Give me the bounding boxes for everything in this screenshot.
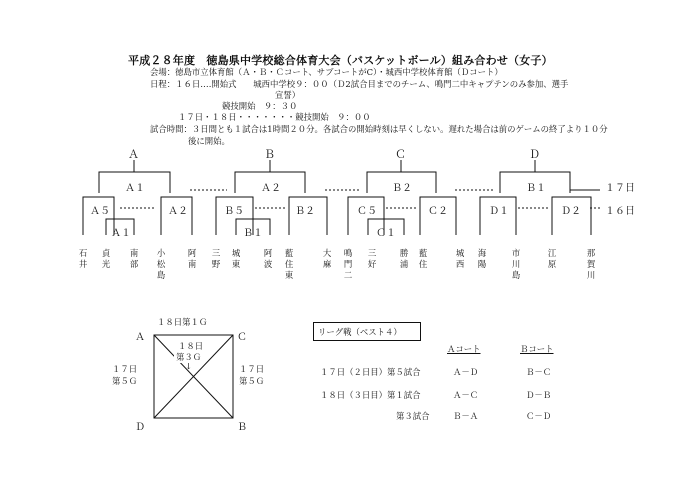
team-mino: 三野 bbox=[211, 248, 221, 269]
league-row-2-a: Ａ－Ｃ bbox=[453, 390, 479, 400]
seed-c1-small: Ｃ１ bbox=[376, 228, 396, 239]
seed-b1-small: Ｂ１ bbox=[243, 228, 263, 239]
seed-a5: Ａ５ bbox=[90, 206, 110, 217]
league-row-1-b: Ｂ－Ｃ bbox=[526, 367, 552, 377]
team-oasa: 大麻 bbox=[322, 248, 332, 269]
league-title: リーグ戦（ベスト４） bbox=[318, 327, 402, 337]
seed-b2-r: Ｂ２ bbox=[295, 206, 315, 217]
seed-a1: Ａ１ bbox=[125, 183, 145, 194]
team-nanbu: 南部 bbox=[129, 248, 139, 269]
diagram-top-label: １８日第１Ｇ bbox=[157, 317, 208, 327]
team-nakagawa: 那賀川 bbox=[586, 248, 596, 280]
block-a-label: Ａ bbox=[128, 148, 139, 161]
diagram-a: Ａ bbox=[135, 332, 145, 343]
seed-b5: Ｂ５ bbox=[224, 206, 244, 217]
team-naruto-ni: 鳴門二 bbox=[343, 248, 353, 280]
block-d-label: Ｄ bbox=[529, 148, 540, 161]
league-row-1-a: Ａ－Ｄ bbox=[453, 367, 479, 377]
league-row-2-b: Ｄ－Ｂ bbox=[526, 390, 552, 400]
page-title: 平成２８年度 徳島県中学校総合体育大会（バスケットボール）組み合わせ（女子） bbox=[128, 54, 553, 67]
seed-a2: Ａ２ bbox=[261, 183, 281, 194]
team-ishii: 石井 bbox=[78, 248, 88, 269]
diagram-c: Ｃ bbox=[237, 332, 247, 343]
team-kaiyo: 海陽 bbox=[477, 248, 487, 269]
league-row-2-day: １８日（３日目）第１試合 bbox=[320, 390, 421, 400]
day-16-label: １６日 bbox=[605, 206, 635, 217]
team-aizumi: 藍住 bbox=[418, 248, 428, 269]
match-time-cont: 後に開始。 bbox=[188, 136, 230, 146]
seed-c2: Ｃ２ bbox=[428, 206, 448, 217]
block-b-label: Ｂ bbox=[264, 148, 275, 161]
team-josai: 城西 bbox=[455, 248, 465, 269]
schedule-text: 日程：１６日‥‥開始式 城西中学校９：００（Ｄ2試合目までのチーム、鳴門二中キャプテンのみ参加、選手 bbox=[150, 79, 569, 89]
team-miyoshi: 三好 bbox=[367, 248, 377, 269]
seed-d1: Ｄ１ bbox=[489, 206, 509, 217]
league-row-3-b: Ｃ－Ｄ bbox=[526, 411, 552, 421]
diagram-center-2: 第３Ｇ bbox=[176, 352, 202, 362]
seed-c5: Ｃ５ bbox=[357, 206, 377, 217]
seed-a1-small: Ａ１ bbox=[111, 228, 131, 239]
diagram-left-2: 第５Ｇ bbox=[112, 376, 138, 386]
team-awa: 阿波 bbox=[263, 248, 273, 269]
start-time-1: 競技開始 ９：３０ bbox=[222, 101, 298, 111]
team-komatsushima: 小松島 bbox=[156, 248, 166, 280]
team-ebara: 江原 bbox=[547, 248, 557, 269]
team-sadamitsu: 貞光 bbox=[101, 248, 111, 269]
diagram-left-1: １７日 bbox=[112, 364, 138, 374]
schedule-cont-text: 宣誓） bbox=[275, 90, 301, 100]
venue-text: 会場：徳島市立体育館（Ａ・Ｂ・Ｃコート、サブコートがC）・城西中学校体育館（Ｄコート） bbox=[150, 67, 503, 77]
diagram-arrow: ↓ bbox=[185, 361, 193, 371]
team-anan: 阿南 bbox=[187, 248, 197, 269]
match-time-text: 試合時間：３日間とも１試合は1時間２０分。各試合の開始時刻は早くしない。遅れた場合は前のゲームの終了より１０分 bbox=[150, 124, 608, 134]
start-time-2: １７日・１８日・・・・・・・競技開始 ９：００ bbox=[178, 112, 371, 122]
diagram-b: Ｂ bbox=[237, 422, 247, 433]
day-17-label: １７日 bbox=[605, 183, 635, 194]
seed-d2: Ｄ２ bbox=[561, 206, 581, 217]
team-ichikawashima: 市川島 bbox=[511, 248, 521, 280]
seed-b1: Ｂ１ bbox=[526, 183, 546, 194]
team-katsuura: 勝浦 bbox=[399, 248, 409, 269]
diagram-center-1: １８日 bbox=[178, 341, 204, 351]
league-row-1-day: １７日（２日目）第５試合 bbox=[320, 367, 421, 377]
a-court-header: Ａコート bbox=[447, 344, 481, 354]
team-joto: 城東 bbox=[231, 248, 241, 269]
seed-b2: Ｂ２ bbox=[392, 183, 412, 194]
team-aizumi-higashi: 藍住東 bbox=[284, 248, 294, 280]
diagram-right-1: １７日 bbox=[239, 364, 265, 374]
league-row-3-day: 第３試合 bbox=[396, 411, 430, 421]
b-court-header: Ｂコート bbox=[520, 344, 554, 354]
league-row-3-a: Ｂ－Ａ bbox=[453, 411, 479, 421]
diagram-d: Ｄ bbox=[135, 422, 145, 433]
seed-a2-r: Ａ２ bbox=[168, 206, 188, 217]
block-c-label: Ｃ bbox=[395, 148, 406, 161]
diagram-right-2: 第５Ｇ bbox=[239, 376, 265, 386]
